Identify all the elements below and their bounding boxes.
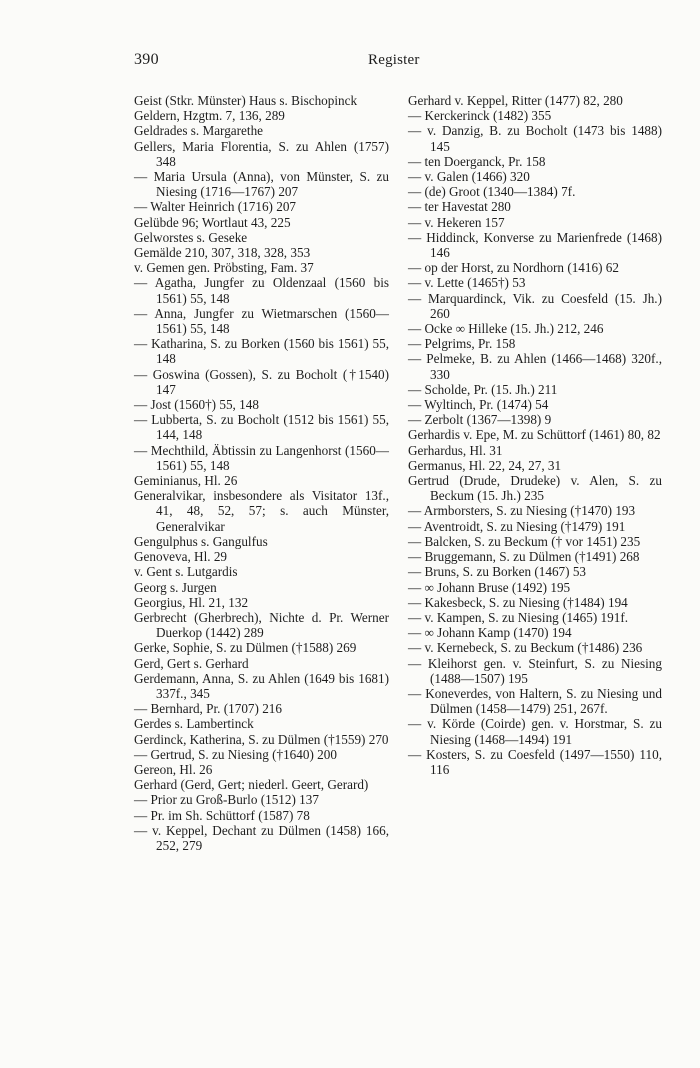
index-entry: Germanus, Hl. 22, 24, 27, 31 bbox=[408, 457, 562, 473]
index-entry: Gelübde 96; Wortlaut 43, 225 bbox=[134, 214, 291, 230]
index-entry: Gereon, Hl. 26 bbox=[134, 761, 213, 777]
index-entry: — ten Doerganck, Pr. 158 bbox=[408, 153, 546, 169]
page-number: 390 bbox=[134, 51, 159, 68]
index-entry: — Kleihorst gen. v. Steinfurt, S. zu Niesing (1488—1507) 195 bbox=[408, 655, 662, 686]
index-entry: — v. Keppel, Dechant zu Dülmen (1458) 166, 252, 279 bbox=[134, 822, 389, 853]
index-entry: Gerdes s. Lambertinck bbox=[134, 716, 254, 732]
index-entry: — Walter Heinrich (1716) 207 bbox=[134, 199, 297, 215]
index-entry: Gerdemann, Anna, S. zu Ahlen (1649 bis 1681) 337f., 345 bbox=[134, 670, 389, 701]
index-entry: — Katharina, S. zu Borken (1560 bis 1561) 55, 148 bbox=[134, 336, 389, 367]
index-entry: Gerhard (Gerd, Gert; niederl. Geert, Gerard) bbox=[134, 777, 369, 793]
index-entry: — Goswina (Gossen), S. zu Bocholt (†1540) 147 bbox=[134, 366, 389, 397]
index-entry: Gerd, Gert s. Gerhard bbox=[134, 655, 249, 671]
index-entry: Generalvikar, insbesondere als Visitator 13f., 41, 48, 52, 57; s. auch Münster, Generalvikar bbox=[134, 488, 389, 534]
index-entry: — Ocke ∞ Hilleke (15. Jh.) 212, 246 bbox=[408, 321, 604, 337]
index-entry: — Gertrud, S. zu Niesing (†1640) 200 bbox=[134, 746, 337, 762]
index-entry: — Marquardinck, Vik. zu Coesfeld (15. Jh.) 260 bbox=[408, 290, 662, 321]
index-entry: v. Gent s. Lutgardis bbox=[134, 564, 238, 580]
index-entry: — Mechthild, Äbtissin zu Langenhorst (1560—1561) 55, 148 bbox=[134, 442, 389, 473]
index-entry: Gemälde 210, 307, 318, 328, 353 bbox=[134, 245, 311, 261]
index-entry: Geldern, Hzgtm. 7, 136, 289 bbox=[134, 108, 285, 124]
index-entry: — Aventroidt, S. zu Niesing (†1479) 191 bbox=[408, 518, 626, 534]
index-entry: — v. Danzig, B. zu Bocholt (1473 bis 1488) 145 bbox=[408, 123, 662, 154]
index-entry: Geist (Stkr. Münster) Haus s. Bischopinck bbox=[134, 93, 358, 108]
index-entry: — Kosters, S. zu Coesfeld (1497—1550) 110, 116 bbox=[408, 746, 662, 777]
index-entry: — op der Horst, zu Nordhorn (1416) 62 bbox=[408, 260, 619, 276]
index-entry: — v. Kampen, S. zu Niesing (1465) 191f. bbox=[408, 609, 629, 625]
index-entry: Georg s. Jurgen bbox=[134, 579, 217, 595]
index-entry: — Agatha, Jungfer zu Oldenzaal (1560 bis 1561) 55, 148 bbox=[134, 275, 389, 306]
index-entry: — ter Havestat 280 bbox=[408, 199, 511, 215]
index-entry: Genoveva, Hl. 29 bbox=[134, 549, 228, 565]
index-entry: — (de) Groot (1340—1384) 7f. bbox=[408, 184, 576, 200]
index-entry: Gerhard v. Keppel, Ritter (1477) 82, 280 bbox=[408, 93, 623, 108]
index-entry: Gerhardis v. Epe, M. zu Schüttorf (1461) 80, 82 bbox=[408, 427, 661, 443]
index-entry: — Prior zu Groß-Burlo (1512) 137 bbox=[134, 792, 319, 808]
index-entry: — ∞ Johann Kamp (1470) 194 bbox=[408, 625, 572, 641]
index-entry: — v. Hekeren 157 bbox=[408, 214, 505, 230]
index-entry: — Zerbolt (1367—1398) 9 bbox=[408, 412, 552, 428]
index-entry: — Bruggemann, S. zu Dülmen (†1491) 268 bbox=[408, 549, 640, 565]
index-entry: — Balcken, S. zu Beckum († vor 1451) 235 bbox=[408, 533, 641, 549]
index-entry: — v. Körde (Coirde) gen. v. Horstmar, S. zu Niesing (1468—1494) 191 bbox=[408, 716, 662, 747]
index-entry: Gerdinck, Katherina, S. zu Dülmen (†1559) 270 bbox=[134, 731, 389, 747]
index-entry: — Koneverdes, von Haltern, S. zu Niesing und Dülmen (1458—1479) 251, 267f. bbox=[408, 685, 662, 717]
index-entry: — v. Galen (1466) 320 bbox=[408, 169, 530, 185]
index-entry: — v. Lette (1465†) 53 bbox=[408, 275, 526, 291]
index-entry: Georgius, Hl. 21, 132 bbox=[134, 594, 249, 610]
index-entry: Gellers, Maria Florentia, S. zu Ahlen (1757) 348 bbox=[134, 138, 389, 169]
index-entry: — Wyltinch, Pr. (1474) 54 bbox=[408, 397, 549, 413]
index-entry: Gerke, Sophie, S. zu Dülmen (†1588) 269 bbox=[134, 640, 357, 656]
index-entry: — Pr. im Sh. Schüttorf (1587) 78 bbox=[134, 807, 310, 823]
index-entry: Geminianus, Hl. 26 bbox=[134, 473, 238, 489]
index-entry: — Kakesbeck, S. zu Niesing (†1484) 194 bbox=[408, 594, 628, 610]
index-entry: — Bernhard, Pr. (1707) 216 bbox=[134, 701, 282, 717]
index-entry: — Pelmeke, B. zu Ahlen (1466—1468) 320f., 330 bbox=[408, 351, 662, 382]
index-entry: Gerbrecht (Gherbrech), Nichte d. Pr. Werner Duerkop (1442) 289 bbox=[134, 609, 389, 641]
index-entry: — Lubberta, S. zu Bocholt (1512 bis 1561) 55, 144, 148 bbox=[134, 412, 389, 443]
index-entry: Gelworstes s. Geseke bbox=[134, 229, 248, 245]
index-column-left bbox=[134, 93, 389, 853]
index-entry: Gertrud (Drude, Drudeke) v. Alen, S. zu Beckum (15. Jh.) 235 bbox=[408, 473, 662, 504]
index-entry: — Maria Ursula (Anna), von Münster, S. zu Niesing (1716—1767) 207 bbox=[134, 169, 389, 200]
index-entry: — Scholde, Pr. (15. Jh.) 211 bbox=[408, 381, 558, 397]
index-entry: — Bruns, S. zu Borken (1467) 53 bbox=[408, 564, 587, 580]
index-entry: Geldrades s. Margarethe bbox=[134, 123, 264, 139]
running-head: Register bbox=[368, 52, 420, 68]
index-entry: — Hiddinck, Konverse zu Marienfrede (1468) 146 bbox=[408, 229, 662, 261]
index-entry: — v. Kernebeck, S. zu Beckum (†1486) 236 bbox=[408, 640, 643, 656]
index-entry: — Kerckerinck (1482) 355 bbox=[408, 108, 552, 124]
index-entry: — Anna, Jungfer zu Wietmarschen (1560—1561) 55, 148 bbox=[134, 305, 389, 337]
index-entry: — Armborsters, S. zu Niesing (†1470) 193 bbox=[408, 503, 636, 519]
index-column-right bbox=[408, 93, 662, 777]
index-entry: v. Gemen gen. Pröbsting, Fam. 37 bbox=[134, 260, 314, 276]
index-entry: Gerhardus, Hl. 31 bbox=[408, 442, 503, 458]
index-entry: — ∞ Johann Bruse (1492) 195 bbox=[408, 579, 571, 595]
index-entry: Gengulphus s. Gangulfus bbox=[134, 533, 268, 549]
index-entry: — Jost (1560†) 55, 148 bbox=[134, 397, 259, 413]
index-entry: — Pelgrims, Pr. 158 bbox=[408, 336, 516, 352]
